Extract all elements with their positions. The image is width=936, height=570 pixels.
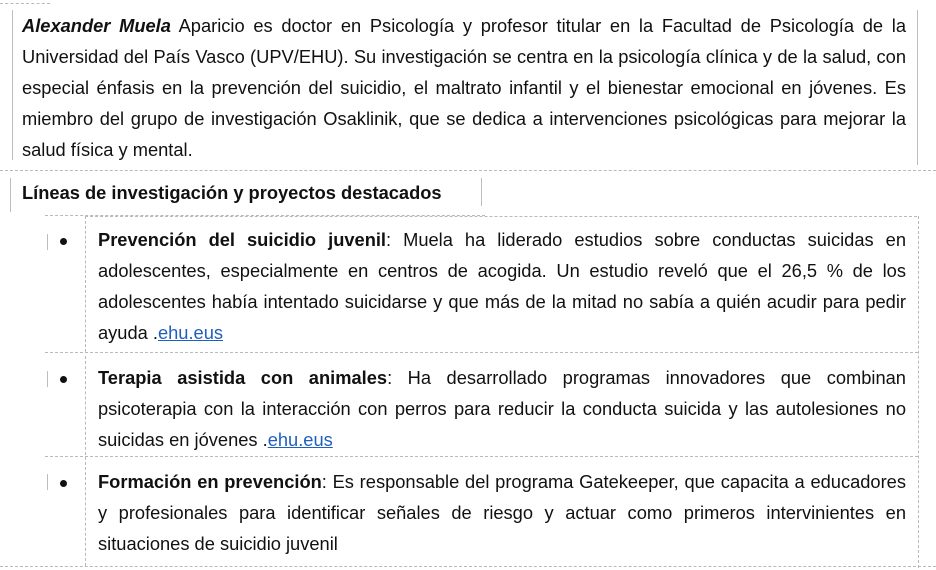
- guide-item1-bottom: [45, 352, 918, 353]
- list-item-text: [98, 362, 906, 455]
- guide-heading-left: [10, 178, 11, 212]
- guide-under-intro: [0, 170, 936, 171]
- guide-intro-left: [12, 10, 13, 160]
- guide-list-top: [85, 216, 917, 217]
- guide-top-left: [0, 3, 50, 4]
- list-item-text: [98, 224, 906, 348]
- source-link[interactable]: ehu.eus: [267, 429, 333, 450]
- bullet-icon: [60, 376, 67, 383]
- intro-text: Aparicio es doctor en Psicología y profesor titular en la Facultad de Psicología de la Universidad del País Vasco (UPV/EHU). Su investigación se centra en la psicología clínica y de la salud, con especial énfasis en la prevención del suicidio, el maltrato infantil y el bienestar emocional en jóvenes. Es miembro del grupo de investigación Osaklinik, que se dedica a intervenciones psicológicas para mejorar la salud física y mental.: [22, 15, 906, 160]
- source-link[interactable]: ehu.eus: [157, 322, 224, 343]
- list-item-title: Prevención del suicidio juvenil: [98, 229, 387, 250]
- guide-item1-left: [85, 216, 86, 352]
- intro-paragraph: [22, 10, 906, 165]
- guide-intro-right: [917, 10, 918, 165]
- list-item-body: : Ha desarrollado programas innovadores que combinan psicoterapia con la interacción con perros para reducir la conducta suicida y las autolesiones no suicidas en jóvenes .: [98, 367, 906, 450]
- guide-list-right: [918, 216, 919, 568]
- list-item-body: : Es responsable del programa Gatekeeper, que capacita a educadores y profesionales para identificar señales de riesgo y actuar como primeros intervinientes en situaciones de suicidio juvenil: [98, 471, 906, 554]
- guide-bottom: [0, 566, 936, 567]
- list-item-text: [98, 466, 906, 559]
- guide-bullet3-mark: [47, 474, 48, 490]
- guide-bullet1-mark: [47, 234, 48, 250]
- guide-bullet2-mark: [47, 371, 48, 387]
- list-item-title: Formación en prevención: [98, 471, 322, 492]
- guide-item2-bottom: [45, 456, 918, 457]
- list-item-title: Terapia asistida con animales: [98, 367, 388, 388]
- author-name: Alexander Muela: [22, 15, 171, 36]
- bullet-icon: [60, 480, 67, 487]
- guide-item3-left: [85, 462, 86, 566]
- section-heading: Líneas de investigación y proyectos destacados: [22, 182, 442, 203]
- bullet-icon: [60, 238, 67, 245]
- guide-heading-right: [481, 178, 482, 206]
- guide-item2-left: [85, 356, 86, 460]
- list-item-body: : Muela ha liderado estudios sobre conductas suicidas en adolescentes, especialmente en centros de acogida. Un estudio reveló que el 26,5 % de los adolescentes había intentado suicidarse y que más de la mitad no sabía a quién acudir para pedir ayuda .: [98, 229, 906, 343]
